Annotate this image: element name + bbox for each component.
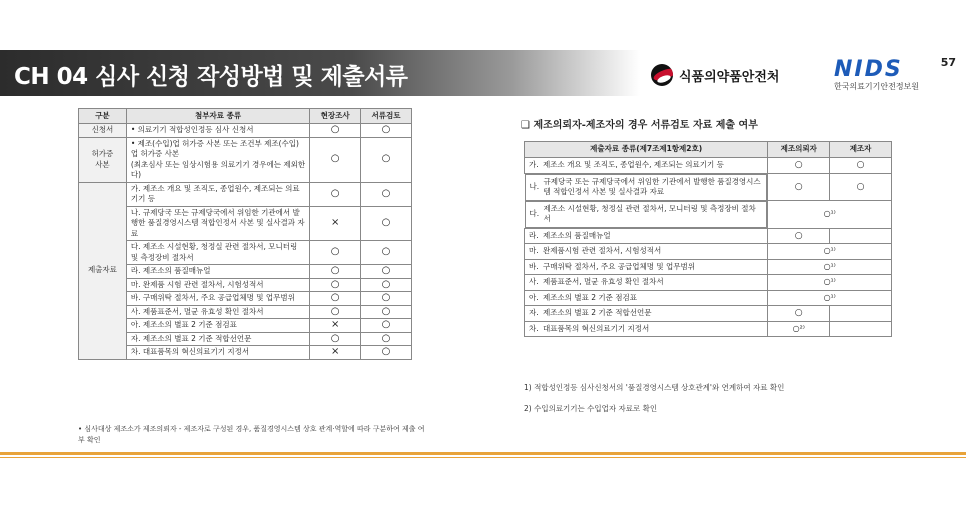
site-mark: ○ [310,265,361,279]
group-application: 신청서 [79,124,127,138]
site-mark: ○ [310,137,361,182]
footnote-2: 2) 수입의료기기는 수입업자 자료로 확인 [524,404,658,413]
common-mark: ○¹⁾ [768,244,892,260]
table-row [79,124,412,138]
row-item [525,275,768,291]
mfds-emblem-icon [651,64,673,86]
footer-accent-line-thin [0,457,966,458]
header-document-type: 제출자료 종류(제7조제1항제2호) [525,142,768,158]
doc-mark: ○ [361,319,412,333]
common-mark: ○¹⁾ [768,259,892,275]
table-row [79,332,412,346]
mfds-logo-text: 식품의약품안전처 [679,69,780,85]
table-row [525,173,892,201]
table-row [525,275,892,291]
doc-mark: ○ [361,182,412,206]
table-row [79,305,412,319]
row-item: 마. 완제품 시험 관련 절차서, 시험성적서 [126,278,309,292]
footnote-1: 1) 적합성인정등 심사신청서의 '품질경영시스템 상호관계'와 연계하여 자료 확인 [524,383,785,392]
table-row [79,278,412,292]
site-mark: × [310,206,361,241]
header-document-review: 서류검토 [361,109,412,124]
nids-logo-subtitle: 한국의료기기안전정보원 [834,82,920,91]
maker-mark [830,321,892,337]
slide-header [0,50,966,96]
site-mark: × [310,346,361,360]
right-section-notes [524,382,924,424]
table-row [79,137,412,182]
table-row [525,201,892,229]
maker-mark [830,306,892,322]
row-text: 대표품목의 혁신의료기기 지정서 [543,323,650,333]
maker-mark [830,228,892,244]
requester-mark: ○²⁾ [768,321,830,337]
title-bar [0,50,640,96]
doc-mark: ○ [361,292,412,306]
table-row [79,319,412,333]
nids-logo-mark: NIDS [834,57,903,82]
header-document-type: 첨부자료 종류 [126,109,309,124]
row-text: 규제당국 또는 규제당국에서 위임한 기관에서 발행한 품질경영시스템 적합인정서 사본 및 실사결과 자료 [543,176,761,196]
row-item: 사. 제품표준서, 멸균 유효성 확인 절차서 [126,305,309,319]
row-item [525,244,768,260]
table-row [79,292,412,306]
row-item [525,321,768,337]
table-row [525,228,892,244]
site-mark: × [310,319,361,333]
doc-mark: ○ [361,241,412,265]
mfds-logo [651,64,779,86]
requester-mark: ○ [768,173,830,201]
row-label: 마. [529,246,539,255]
row-item: • 의료기기 적합성인정등 심사 신청서 [126,124,309,138]
header-category: 구분 [79,109,127,124]
row-item: 아. 제조소의 별표 2 기준 점검표 [126,319,309,333]
row-text: 제품표준서, 멸균 유효성 확인 절차서 [543,277,664,286]
table-row [525,321,892,337]
row-text: 제조소의 별표 2 기준 점검표 [543,292,638,302]
site-mark: ○ [310,241,361,265]
row-item: 차. 대표품목의 혁신의료기기 지정서 [126,346,309,360]
table-row [79,206,412,241]
doc-mark: ○ [361,278,412,292]
requester-mark: ○ [768,306,830,322]
requester-maker-table [524,141,892,337]
table-row [525,259,892,275]
common-mark: ○¹⁾ [768,290,892,306]
row-item [525,228,768,244]
table-row [525,244,892,260]
row-label: 다. [529,208,540,218]
row-label: 아. [529,292,539,302]
row-label: 사. [529,277,539,286]
table-row [79,241,412,265]
nids-logo [834,57,944,92]
row-text: 구매위탁 절차서, 주요 공급업체명 및 업무범위 [543,261,695,271]
site-mark: ○ [310,278,361,292]
table-row [525,290,892,306]
slide-title: CH 04 심사 신청 작성방법 및 제출서류 [14,64,408,90]
row-item [525,306,768,322]
header-requester: 제조의뢰자 [768,142,830,158]
row-item: 가. 제조소 개요 및 조직도, 종업원수, 제조되는 의료기기 등 [126,182,309,206]
site-mark: ○ [310,332,361,346]
submission-documents-table [78,108,412,360]
row-label: 차. [529,323,539,333]
site-mark: ○ [310,292,361,306]
group-submission: 제출자료 [79,182,127,359]
requester-mark: ○ [768,158,830,174]
maker-mark: ○ [830,173,892,201]
doc-mark: ○ [361,346,412,360]
row-item: • 제조(수입)업 허가증 사본 또는 조건부 제조(수입)업 허가증 사본 (최초심사 또는 임상시험용 의료기기 경우에는 제외한다) [126,137,309,182]
row-item [525,201,768,228]
doc-mark: ○ [361,124,412,138]
row-item [525,290,768,306]
row-text: 제조소 시설현황, 청정실 관련 절차서, 모니터링 및 측정장비 절차서 [543,203,756,223]
doc-mark: ○ [361,265,412,279]
row-label: 바. [529,261,539,271]
row-item: 나. 규제당국 또는 규제당국에서 위임한 기관에서 발행한 품질경영시스템 적합인정서 사본 및 실사결과 자료 [126,206,309,241]
site-mark: ○ [310,124,361,138]
table-header-row [79,109,412,124]
row-item: 바. 구매위탁 절차서, 주요 공급업체명 및 업무범위 [126,292,309,306]
table-row [79,265,412,279]
row-item [525,158,768,174]
doc-mark: ○ [361,206,412,241]
row-label: 나. [529,181,540,191]
header-site-inspection: 현장조사 [310,109,361,124]
page-number: 57 [940,56,956,69]
site-mark: ○ [310,305,361,319]
common-mark: ○¹⁾ [768,201,892,229]
row-item: 다. 제조소 시설현황, 청정실 관련 절차서, 모니터링 및 측정장비 절차서 [126,241,309,265]
row-text: 제조소의 별표 2 기준 적합선언문 [543,308,652,317]
doc-mark: ○ [361,137,412,182]
doc-mark: ○ [361,332,412,346]
header-maker: 제조자 [830,142,892,158]
common-mark: ○¹⁾ [768,275,892,291]
row-label: 자. [529,308,539,317]
row-item [525,259,768,275]
footer-accent-line [0,452,966,455]
row-label: 라. [529,230,539,240]
row-text: 완제품시험 관련 절차서, 시험성적서 [543,246,662,255]
row-label: 가. [529,160,539,169]
group-license: 허가증 사본 [79,137,127,182]
row-text: 제조소 개요 및 조직도, 종업원수, 제조되는 의료기기 등 [543,160,724,169]
maker-mark: ○ [830,158,892,174]
row-item: 라. 제조소의 품질매뉴얼 [126,265,309,279]
site-mark: ○ [310,182,361,206]
right-section-title: ❑ 제조의뢰자-제조자의 경우 서류검토 자료 제출 여부 [521,120,758,131]
table-header-row [525,142,892,158]
table-row [525,306,892,322]
row-text: 제조소의 품질매뉴얼 [543,230,611,240]
table-row [525,158,892,174]
row-item [525,174,768,201]
table-row [79,182,412,206]
row-item: 자. 제조소의 별표 2 기준 적합선언문 [126,332,309,346]
table-row [79,346,412,360]
doc-mark: ○ [361,305,412,319]
requester-mark: ○ [768,228,830,244]
left-table-note: • 심사대상 제조소가 제조의뢰자 - 제조자로 구성된 경우, 품질경영시스템 상호 관계·역할에 따라 구분하여 제출 여부 확인 [78,425,425,444]
